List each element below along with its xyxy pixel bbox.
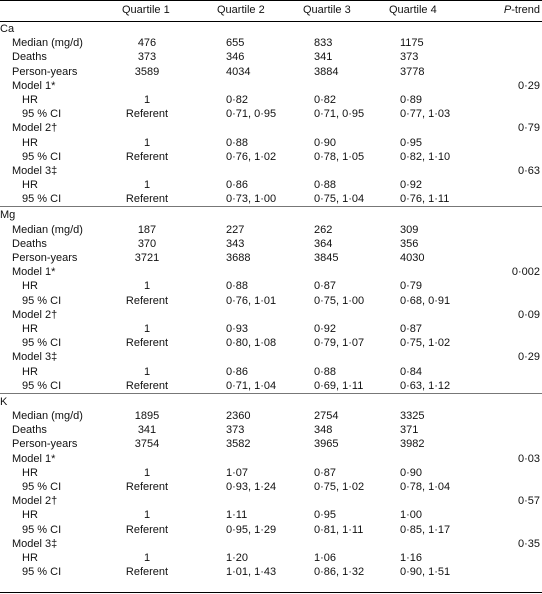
cell-quartile-2: 1·07 (226, 466, 249, 479)
row-label: HR (22, 322, 38, 335)
table-row (0, 350, 542, 364)
cell-quartile-2: 4034 (226, 65, 251, 78)
row-label: HR (22, 365, 38, 378)
cell-quartile-4: 0·75, 1·02 (400, 337, 451, 350)
cell-quartile-3: 0·69, 1·11 (314, 379, 364, 392)
row-label: HR (22, 93, 38, 106)
table-row (0, 93, 542, 107)
section-name: Ca (0, 23, 15, 35)
cell-quartile-2: 0·80, 1·08 (226, 337, 277, 350)
row-label: Model 3‡ (12, 537, 58, 550)
cell-quartile-1: Referent (125, 108, 169, 121)
header-quartile-3: Quartile 3 (303, 4, 351, 16)
cell-quartile-1: Referent (125, 523, 169, 536)
row-label: 95 % CI (22, 523, 62, 536)
row-label: 95 % CI (22, 379, 62, 392)
section-header-row (0, 208, 542, 222)
cell-quartile-3: 0·88 (314, 179, 337, 192)
table-row (0, 279, 542, 293)
cell-quartile-3: 0·75, 1·00 (314, 294, 365, 307)
cell-quartile-4: 1·00 (400, 509, 423, 522)
row-label: Model 3‡ (12, 164, 58, 177)
cell-quartile-2: 0·71, 1·04 (226, 379, 277, 392)
row-label: HR (22, 280, 38, 293)
cell-quartile-3: 0·87 (314, 466, 337, 479)
table-row (0, 322, 542, 336)
cell-quartile-1: Referent (125, 481, 169, 493)
row-label: 95 % CI (22, 150, 62, 163)
cell-quartile-3: 364 (314, 237, 333, 250)
cell-quartile-4: 0·63, 1·12 (400, 379, 451, 392)
cell-quartile-1: Referent (125, 150, 169, 163)
cell-quartile-1: 1 (143, 466, 151, 479)
cell-p-trend: 0·29 (517, 79, 540, 92)
cell-p-trend: 0·29 (517, 351, 540, 364)
table-row (0, 107, 542, 121)
cell-quartile-1: 1 (143, 179, 151, 192)
cell-quartile-4: 0·84 (400, 365, 423, 378)
table-row (0, 121, 542, 135)
cell-quartile-2: 0·73, 1·00 (226, 193, 277, 206)
section-header-row (0, 395, 542, 409)
cell-quartile-4: 371 (400, 424, 419, 437)
cell-quartile-2: 3582 (226, 438, 251, 451)
cell-quartile-3: 0·95 (314, 509, 337, 522)
table-row (0, 452, 542, 466)
table-row (0, 466, 542, 480)
row-label: Model 2† (12, 122, 58, 135)
cell-quartile-3: 1·06 (314, 551, 337, 564)
row-label: Deaths (12, 237, 47, 250)
cell-quartile-4: 0·82, 1·10 (400, 150, 451, 163)
row-label: Person-years (12, 438, 78, 451)
table-row (0, 294, 542, 308)
cell-quartile-4: 4030 (400, 252, 425, 264)
table-row (0, 65, 542, 79)
row-label: HR (22, 509, 38, 522)
cell-quartile-1: 1 (143, 509, 151, 522)
table-row (0, 265, 542, 279)
cell-quartile-2: 343 (226, 237, 245, 250)
table-row (0, 379, 542, 393)
row-label: Model 3‡ (12, 351, 58, 364)
table-row (0, 551, 542, 565)
table-body (0, 22, 542, 579)
cell-quartile-3: 0·81, 1·11 (314, 523, 364, 536)
table-row (0, 409, 542, 423)
cell-quartile-2: 0·95, 1·29 (226, 523, 277, 536)
cell-quartile-3: 3884 (314, 65, 339, 78)
table-row (0, 150, 542, 164)
cell-quartile-3: 0·92 (314, 322, 337, 335)
cell-quartile-2: 0·82 (226, 93, 249, 106)
cell-quartile-3: 341 (314, 51, 333, 64)
table-header (0, 0, 542, 21)
cell-quartile-1: 1 (143, 93, 151, 106)
table-row (0, 223, 542, 237)
cell-quartile-4: 373 (400, 51, 419, 64)
row-label: Model 2† (12, 308, 58, 321)
table-row (0, 423, 542, 437)
cell-quartile-3: 0·75, 1·02 (314, 481, 365, 493)
cell-p-trend: 0·03 (517, 452, 540, 465)
cell-quartile-4: 3778 (400, 65, 425, 78)
table-row (0, 50, 542, 64)
cell-quartile-2: 227 (226, 223, 245, 236)
cell-quartile-4: 0·90, 1·51 (400, 566, 451, 579)
cell-quartile-2: 0·88 (226, 280, 249, 293)
header-p-trend (504, 4, 540, 17)
table-row (0, 136, 542, 150)
cell-quartile-4: 0·85, 1·17 (400, 523, 451, 536)
cell-quartile-1: Referent (125, 566, 169, 579)
cell-quartile-1: 3589 (134, 65, 160, 78)
table-row (0, 437, 542, 451)
cell-quartile-1: 370 (137, 237, 157, 250)
cell-quartile-4: 0·79 (400, 280, 423, 293)
cell-p-trend: 0·63 (517, 164, 540, 177)
cell-quartile-1: Referent (125, 193, 169, 206)
cell-quartile-3: 0·79, 1·07 (314, 337, 365, 350)
cell-quartile-1: 373 (137, 51, 157, 64)
cell-quartile-2: 2360 (226, 410, 251, 423)
table-row (0, 494, 542, 508)
cell-quartile-1: 1 (143, 322, 151, 335)
cell-quartile-1: Referent (125, 294, 169, 307)
cell-quartile-4: 0·95 (400, 136, 423, 149)
cell-quartile-2: 0·93 (226, 322, 249, 335)
section-name: Mg (0, 209, 16, 222)
cell-quartile-1: 476 (137, 37, 157, 50)
cell-quartile-2: 0·86 (226, 179, 249, 192)
row-label: HR (22, 179, 38, 192)
cell-quartile-2: 1·20 (226, 551, 249, 564)
cell-quartile-4: 0·92 (400, 179, 423, 192)
row-label: Deaths (12, 51, 47, 64)
row-label: 95 % CI (22, 193, 62, 206)
cell-quartile-3: 3965 (314, 438, 339, 451)
cell-quartile-3: 0·87 (314, 280, 337, 293)
cell-quartile-3: 0·90 (314, 136, 337, 149)
row-label: 95 % CI (22, 337, 62, 350)
cell-quartile-1: 341 (137, 424, 157, 437)
cell-quartile-4: 3325 (400, 410, 425, 423)
cell-quartile-2: 0·88 (226, 136, 249, 149)
row-label: Median (mg/d) (12, 410, 83, 423)
cell-quartile-4: 1175 (400, 37, 424, 50)
header-p-letter: P (503, 4, 512, 16)
cell-quartile-4: 356 (400, 237, 419, 250)
cell-quartile-4: 0·77, 1·03 (400, 108, 451, 121)
cell-quartile-4: 1·16 (400, 551, 423, 564)
cell-quartile-2: 346 (226, 51, 245, 64)
cell-p-trend: 0·09 (517, 308, 540, 321)
cell-quartile-2: 3688 (226, 252, 251, 264)
row-label: 95 % CI (22, 566, 62, 579)
header-p-suffix: -trend (511, 4, 540, 16)
cell-quartile-4: 0·68, 0·91 (400, 294, 451, 307)
cell-quartile-3: 262 (314, 223, 333, 236)
row-label: HR (22, 136, 38, 149)
cell-quartile-1: 1 (143, 551, 151, 564)
cell-quartile-4: 3982 (400, 438, 425, 451)
cell-quartile-2: 0·86 (226, 365, 249, 378)
cell-p-trend: 0·35 (517, 537, 540, 550)
cell-quartile-3: 0·86, 1·32 (314, 566, 365, 579)
cell-quartile-3: 348 (314, 424, 333, 437)
row-label: Person-years (12, 252, 78, 264)
cell-quartile-1: 187 (137, 223, 157, 236)
row-label: Deaths (12, 424, 47, 437)
table-row (0, 480, 542, 494)
row-label: HR (22, 551, 38, 564)
cell-quartile-1: 1 (143, 136, 151, 149)
table-row (0, 365, 542, 379)
table-row (0, 36, 542, 50)
cell-quartile-2: 1·01, 1·43 (226, 566, 277, 579)
cell-quartile-2: 1·11 (226, 509, 248, 522)
header-quartile-1: Quartile 1 (122, 4, 170, 16)
cell-quartile-4: 309 (400, 223, 419, 236)
header-quartile-2: Quartile 2 (217, 4, 265, 16)
cell-quartile-2: 0·76, 1·01 (226, 294, 277, 307)
header-quartile-4: Quartile 4 (389, 4, 437, 16)
cell-quartile-2: 655 (226, 37, 245, 50)
section-header-row (0, 22, 542, 36)
row-label: Person-years (12, 65, 78, 78)
row-label: Median (mg/d) (12, 223, 83, 236)
cell-p-trend: 0·79 (517, 122, 540, 135)
cell-quartile-3: 0·78, 1·05 (314, 150, 365, 163)
table-row (0, 308, 542, 322)
cell-quartile-1: Referent (125, 379, 169, 392)
table-row (0, 164, 542, 178)
cell-quartile-4: 0·78, 1·04 (400, 481, 451, 493)
cell-quartile-4: 0·89 (400, 93, 423, 106)
table-row (0, 79, 542, 93)
cell-quartile-1: Referent (125, 337, 169, 350)
cell-quartile-2: 373 (226, 424, 245, 437)
cell-quartile-1: 3754 (134, 438, 160, 451)
row-label: 95 % CI (22, 108, 62, 121)
table-row (0, 565, 542, 579)
row-label: Model 2† (12, 495, 58, 508)
table-row (0, 336, 542, 350)
row-label: 95 % CI (22, 294, 62, 307)
cell-p-trend: 0·57 (517, 495, 540, 508)
cell-quartile-3: 833 (314, 37, 333, 50)
section-name: K (0, 395, 8, 408)
cell-quartile-2: 0·76, 1·02 (226, 150, 277, 163)
cell-quartile-2: 0·93, 1·24 (226, 481, 277, 493)
cell-quartile-3: 3845 (314, 252, 339, 264)
cell-quartile-4: 0·76, 1·11 (400, 193, 450, 206)
table-row (0, 508, 542, 522)
table-bottom-rule (0, 592, 542, 593)
table-row (0, 537, 542, 551)
table-row (0, 237, 542, 251)
row-label: Model 1* (12, 266, 56, 279)
row-label: HR (22, 466, 38, 479)
row-label: Model 1* (12, 452, 56, 465)
cell-quartile-2: 0·71, 0·95 (226, 108, 277, 121)
cell-quartile-4: 0·87 (400, 322, 423, 335)
table-row (0, 192, 542, 206)
cell-quartile-1: 1 (143, 280, 151, 293)
table-row (0, 523, 542, 537)
cell-quartile-1: 3721 (134, 252, 160, 264)
cell-quartile-1: 1 (143, 365, 151, 378)
cell-quartile-3: 0·75, 1·04 (314, 193, 365, 206)
table-row (0, 178, 542, 192)
cell-quartile-3: 2754 (314, 410, 339, 423)
cell-quartile-3: 0·71, 0·95 (314, 108, 365, 121)
cell-p-trend: 0·002 (511, 266, 540, 279)
cell-quartile-1: 1895 (134, 410, 160, 423)
row-label: Model 1* (12, 79, 56, 92)
row-label: 95 % CI (22, 481, 62, 493)
cell-quartile-3: 0·82 (314, 93, 337, 106)
row-label: Median (mg/d) (12, 37, 83, 50)
cell-quartile-4: 0·90 (400, 466, 423, 479)
cell-quartile-3: 0·88 (314, 365, 337, 378)
table-row (0, 251, 542, 265)
